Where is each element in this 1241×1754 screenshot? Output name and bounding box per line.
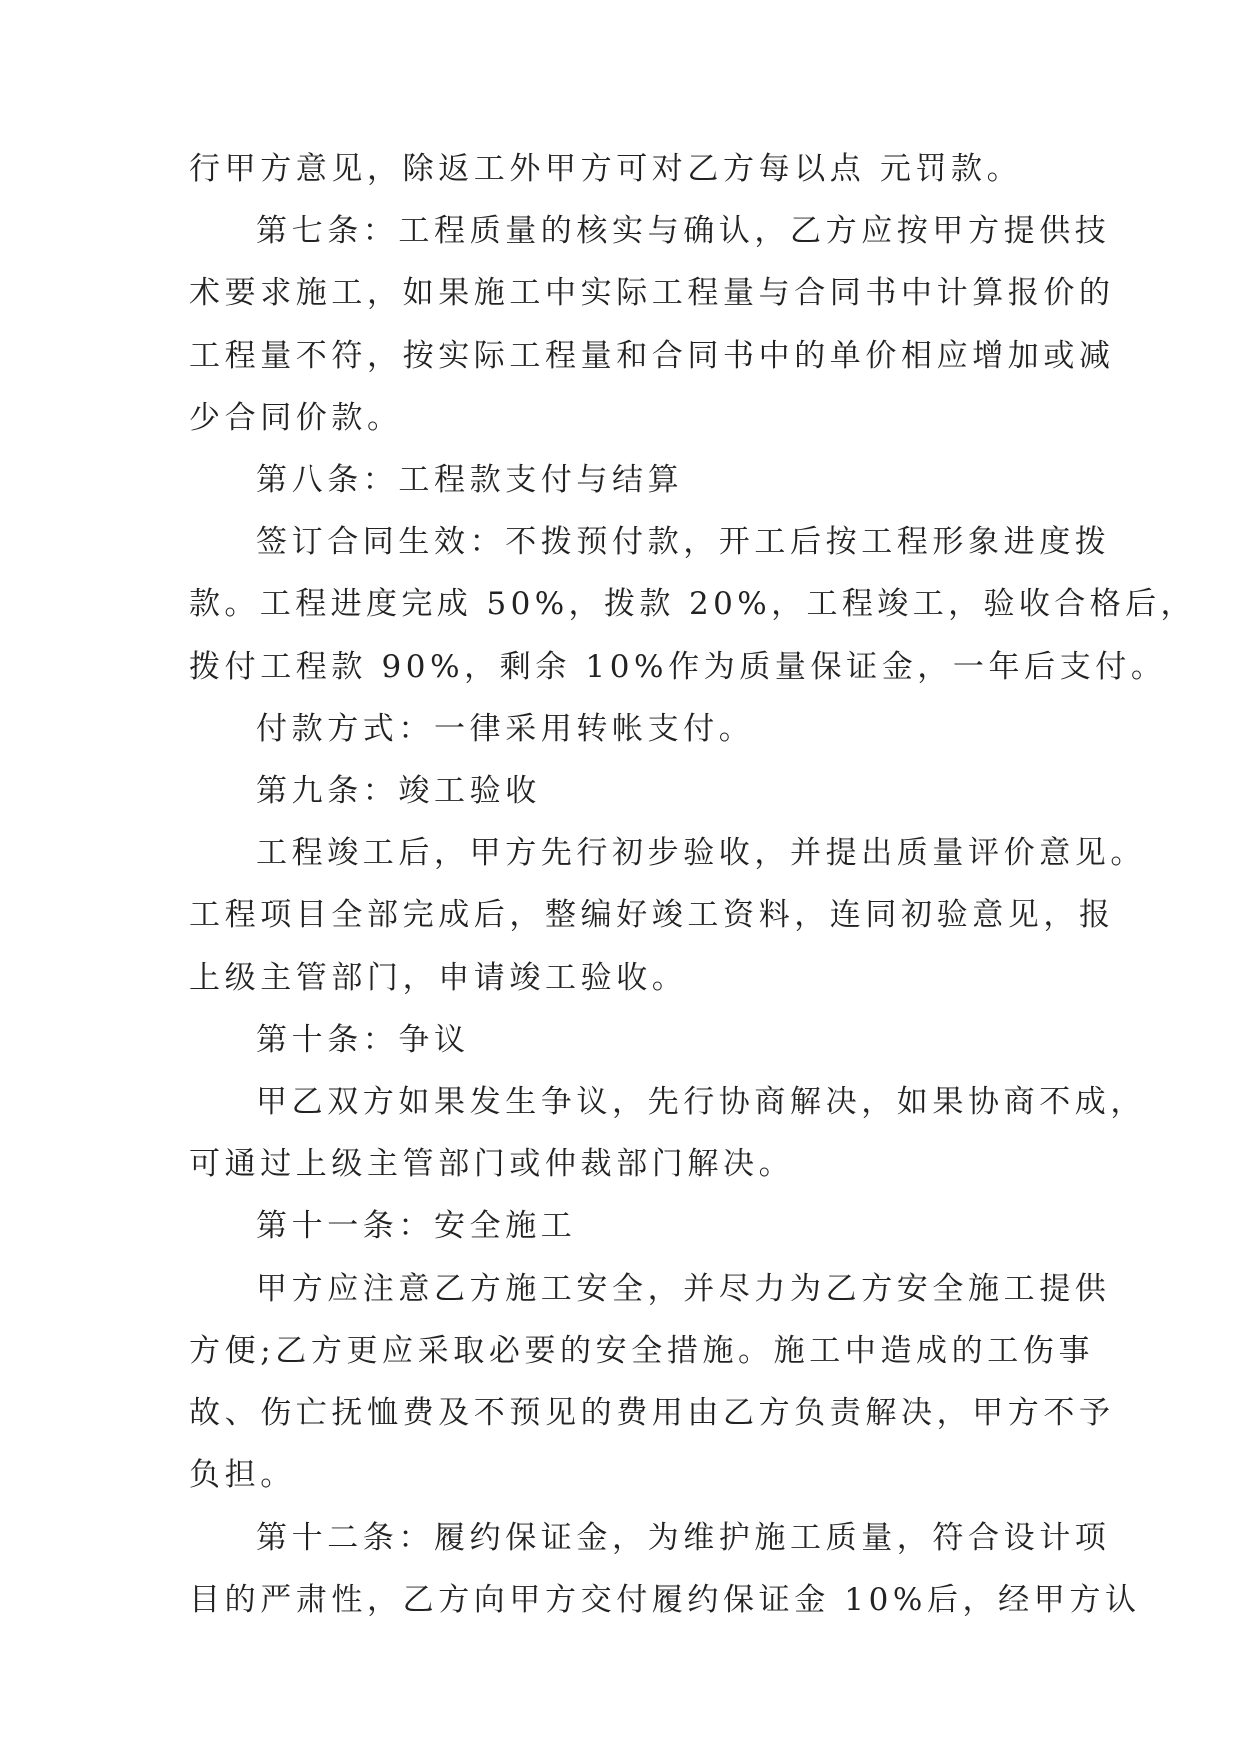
text-line: 甲方应注意乙方施工安全，并尽力为乙方安全施工提供 (256, 1271, 1111, 1307)
text-line: 款。工程进度完成 50%，拨款 20%，工程竣工，验收合格后， (189, 586, 1196, 622)
text-line: 甲乙双方如果发生争议，先行协商解决，如果协商不成， (256, 1084, 1146, 1120)
text-line: 可通过上级主管部门或仲裁部门解决。 (189, 1146, 795, 1182)
text-line: 付款方式：一律采用转帐支付。 (256, 711, 755, 747)
text-line: 行甲方意见，除返工外甲方可对乙方每以点 元罚款。 (189, 151, 1023, 187)
text-line: 术要求施工，如果施工中实际工程量与合同书中计算报价的 (189, 275, 1115, 311)
text-line: 少合同价款。 (189, 400, 403, 436)
text-line: 目的严肃性，乙方向甲方交付履约保证金 10%后，经甲方认 (189, 1582, 1141, 1618)
article-12-heading-line: 第十二条：履约保证金，为维护施工质量，符合设计项 (256, 1520, 1111, 1556)
article-8-heading: 第八条：工程款支付与结算 (256, 462, 684, 498)
article-11-heading: 第十一条：安全施工 (256, 1208, 577, 1244)
text-line: 上级主管部门，申请竣工验收。 (189, 960, 688, 996)
text-line: 签订合同生效：不拨预付款，开工后按工程形象进度拨 (256, 524, 1111, 560)
text-line: 工程量不符，按实际工程量和合同书中的单价相应增加或减 (189, 338, 1115, 374)
text-line: 负担。 (189, 1457, 296, 1493)
text-line: 工程项目全部完成后，整编好竣工资料，连同初验意见，报 (189, 897, 1115, 933)
article-10-heading: 第十条：争议 (256, 1022, 470, 1058)
article-9-heading: 第九条：竣工验收 (256, 773, 541, 809)
text-line: 故、伤亡抚恤费及不预见的费用由乙方负责解决，甲方不予 (189, 1395, 1115, 1431)
text-line: 拨付工程款 90%，剩余 10%作为质量保证金，一年后支付。 (189, 649, 1167, 685)
article-7-heading-line: 第七条：工程质量的核实与确认，乙方应按甲方提供技 (256, 213, 1111, 249)
text-line: 方便;乙方更应采取必要的安全措施。施工中造成的工伤事 (189, 1333, 1095, 1369)
text-line: 工程竣工后，甲方先行初步验收，并提出质量评价意见。 (256, 835, 1146, 871)
